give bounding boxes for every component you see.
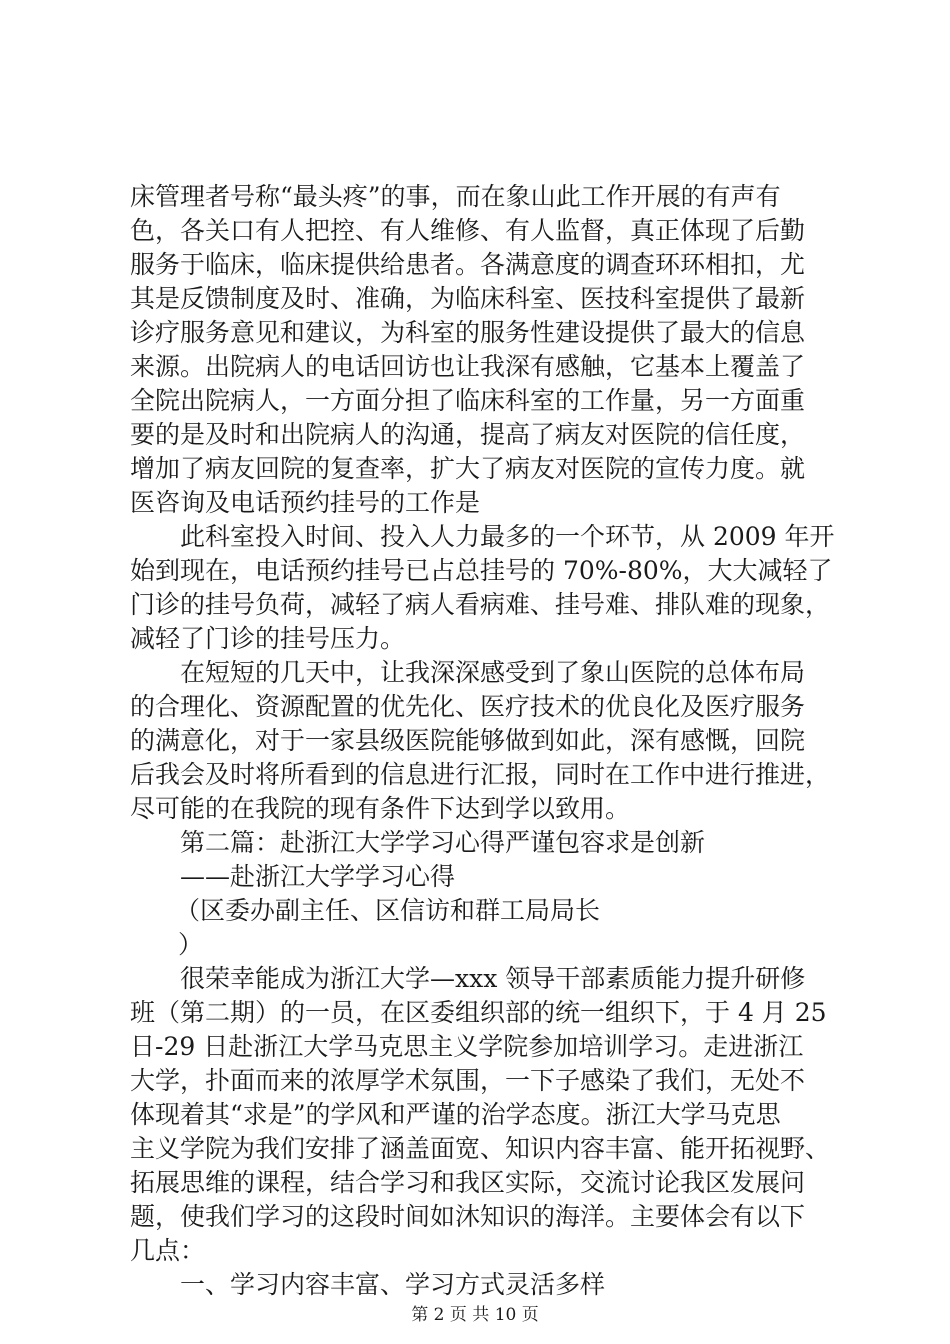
author-note: （区委办副主任、区信访和群工局局长 [175, 896, 601, 925]
list-heading: 一、学习内容丰富、学习方式灵活多样 [180, 1270, 606, 1299]
body-line: 门诊的挂号负荷，减轻了病人看病难、挂号难、排队难的现象， [130, 590, 831, 619]
body-line: 体现着其“求是”的学风和严谨的治学态度。浙江大学马克思 [130, 1100, 781, 1129]
body-line: 诊疗服务意见和建议，为科室的服务性建设提供了最大的信息 [130, 318, 806, 347]
body-line: 班（第二期）的一员，在区委组织部的统一组织下，于 4 月 25 [130, 998, 827, 1027]
body-line: 来源。出院病人的电话回访也让我深有感触，它基本上覆盖了 [130, 352, 806, 381]
page-number-footer: 第 2 页 共 10 页 [411, 1305, 539, 1325]
body-line: 尽可能的在我院的现有条件下达到学以致用。 [130, 794, 631, 823]
body-line: 很荣幸能成为浙江大学—xxx 领导干部素质能力提升研修 [180, 964, 806, 993]
body-line: 其是反馈制度及时、准确，为临床科室、医技科室提供了最新 [130, 284, 806, 313]
body-line: 的合理化、资源配置的优先化、医疗技术的优良化及医疗服务 [130, 692, 806, 721]
body-line: 拓展思维的课程，结合学习和我区实际，交流讨论我区发展问 [130, 1168, 806, 1197]
body-line: 的满意化，对于一家县级医院能够做到如此，深有感慨，回院 [130, 726, 806, 755]
section-subheading: ——赴浙江大学学习心得 [180, 862, 456, 891]
body-line: 色，各关口有人把控、有人维修、有人监督，真正体现了后勤 [130, 216, 806, 245]
section-heading: 第二篇：赴浙江大学学习心得严谨包容求是创新 [180, 828, 706, 857]
body-line: 服务于临床，临床提供给患者。各满意度的调查环环相扣，尤 [130, 250, 806, 279]
body-line: 题，使我们学习的这段时间如沐知识的海洋。主要体会有以下 [130, 1202, 806, 1231]
body-line: 全院出院病人，一方面分担了临床科室的工作量，另一方面重 [130, 386, 806, 415]
body-line: 始到现在，电话预约挂号已占总挂号的 70%-80%，大大减轻了 [130, 556, 833, 585]
body-line: 后我会及时将所看到的信息进行汇报，同时在工作中进行推进， [130, 760, 831, 789]
body-line: 此科室投入时间、投入人力最多的一个环节，从 2009 年开 [180, 522, 835, 551]
body-line: 要的是及时和出院病人的沟通，提高了病友对医院的信任度， [130, 420, 806, 449]
body-line: 增加了病友回院的复查率，扩大了病友对医院的宣传力度。就 [130, 454, 806, 483]
body-line: 床管理者号称“最头疼”的事，而在象山此工作开展的有声有 [130, 182, 781, 211]
body-line: 在短短的几天中，让我深深感受到了象山医院的总体布局 [180, 658, 806, 687]
body-line: 日-29 日赴浙江大学马克思主义学院参加培训学习。走进浙江 [130, 1032, 804, 1061]
body-line: 减轻了门诊的挂号压力。 [130, 624, 406, 653]
body-line: 医咨询及电话预约挂号的工作是 [130, 488, 481, 517]
author-note-close: ） [178, 930, 204, 959]
body-line: 几点： [130, 1236, 206, 1265]
body-line: 大学，扑面而来的浓厚学术氛围，一下子感染了我们，无处不 [130, 1066, 806, 1095]
body-line: 主义学院为我们安排了涵盖面宽、知识内容丰富、能开拓视野、 [130, 1134, 831, 1163]
